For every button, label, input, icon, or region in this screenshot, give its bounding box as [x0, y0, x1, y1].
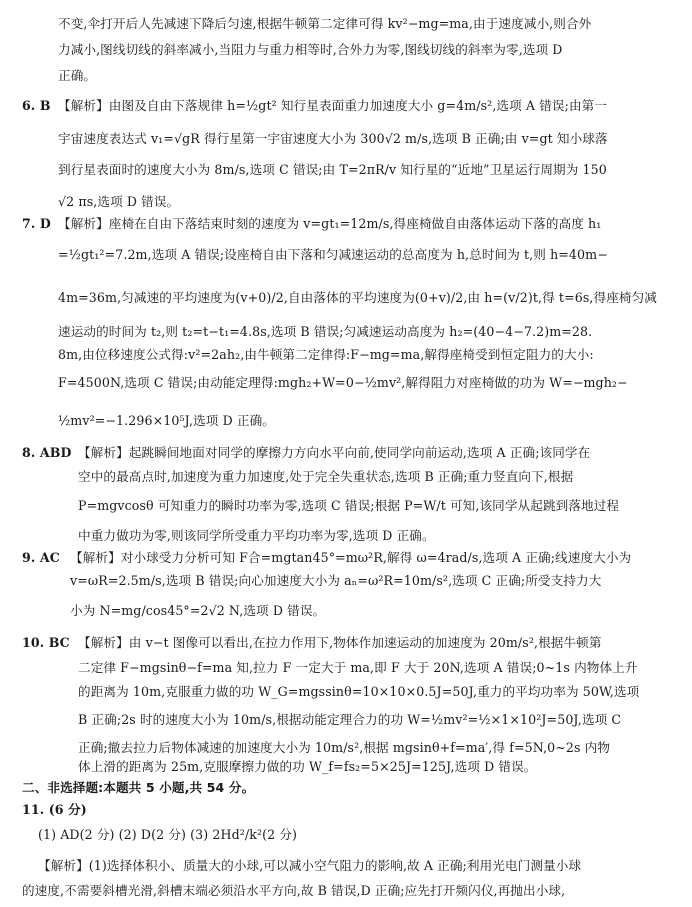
answer-line: (1) AD(2 分) (2) D(2 分) (3) 2Hd²/k²(2 分): [38, 827, 298, 842]
text-line: 【解析】由图及自由下落规律 h=½gt² 知行星表面重力加速度大小 g=4m/s²,选项 A 错误;由第一: [58, 98, 608, 113]
question-number: 6. B: [22, 98, 51, 113]
text-line: 力减小,图线切线的斜率减小,当阻力与重力相等时,合外力为零,图线切线的斜率为零,选项 D: [58, 42, 563, 57]
text-line: 【解析】由 v−t 图像可以看出,在拉力作用下,物体作加速运动的加速度为 20m/s²,根据牛顿第: [78, 635, 602, 650]
question-number: 7. D: [22, 216, 51, 231]
text-line: 的距离为 10m,克服重力做的功 W_G=mgssinθ=10×10×0.5J=50J,重力的平均功率为 50W,选项: [78, 684, 640, 699]
text-line: 小为 N=mg/cos45°=2√2 N,选项 D 错误。: [70, 603, 326, 618]
text-line: 【解析】对小球受力分析可知 F合=mgtan45°=mω²R,解得 ω=4rad/s,选项 A 正确;线速度大小为: [70, 550, 632, 565]
text-line: 正确。: [58, 68, 97, 83]
text-line: 正确;撤去拉力后物体减速的加速度大小为 10m/s²,根据 mgsinθ+f=ma′,得 f=5N,0~2s 内物: [78, 740, 611, 755]
text-line: B 正确;2s 时的速度大小为 10m/s,根据动能定理合力的功 W=½mv²=½×1×10²J=50J,选项 C: [78, 712, 622, 727]
text-line: 宇宙速度表达式 v₁=√gR 得行星第一宇宙速度大小为 300√2 m/s,选项 B 正确;由 v=gt 知小球落: [58, 131, 608, 146]
text-line: 【解析】起跳瞬间地面对同学的摩擦力方向水平向前,使同学向前运动,选项 A 正确;该同学在: [78, 445, 591, 460]
text-line: 8m,由位移速度公式得:v²=2ah₂,由牛顿第二定律得:F−mg=ma,解得座椅受到恒定阻力的大小:: [58, 347, 594, 362]
text-line: 空中的最高点时,加速度为重力加速度,处于完全失重状态,选项 B 正确;重力竖直向下,根据: [78, 469, 574, 484]
question-number: 10. BC: [22, 635, 70, 650]
text-line: v=ωR=2.5m/s,选项 B 错误;向心加速度大小为 aₙ=ω²R=10m/s²,选项 C 正确;所受支持力大: [70, 573, 602, 588]
text-line: 到行星表面时的速度大小为 8m/s,选项 C 错误;由 T=2πR/v 知行星的“近地”卫星运行周期为 150: [58, 162, 607, 177]
text-line: =½gt₁²=7.2m,选项 A 错误;设座椅自由下落和匀减速运动的总高度为 h,总时间为 t,则 h=40m−: [58, 247, 608, 262]
section-heading: 二、非选择题:本题共 5 小题,共 54 分。: [22, 780, 255, 795]
text-line: F=4500N,选项 C 错误;由动能定理得:mgh₂+W=0−½mv²,解得阻力对座椅做的功为 W=−mgh₂−: [58, 375, 628, 390]
text-line: √2 πs,选项 D 错误。: [58, 194, 180, 209]
text-line: ½mv²=−1.296×10⁵J,选项 D 正确。: [58, 413, 275, 428]
text-line: 体上滑的距离为 25m,克服摩擦力做的功 W_f=fs₂=5×25J=125J,选项 D 错误。: [78, 759, 537, 774]
text-line: 4m=36m,匀减速的平均速度为(v+0)/2,自由落体的平均速度为(0+v)/2,由 h=(v/2)t,得 t=6s,得座椅匀减: [58, 290, 657, 305]
text-line: 速运动的时间为 t₂,则 t₂=t−t₁=4.8s,选项 B 错误;匀减速运动高度为 h₂=(40−4−7.2)m=28.: [58, 324, 593, 339]
text-line: 的速度,不需要斜槽光滑,斜槽末端必须沿水平方向,故 B 错误,D 正确;应先打开频闪仪,再抛出小球,: [22, 883, 566, 898]
question-number: 11. (6 分): [22, 802, 87, 817]
text-line: 【解析】(1)选择体积小、质量大的小球,可以减小空气阻力的影响,故 A 正确;利用光电门测量小球: [38, 858, 582, 873]
text-line: 二定律 F−mgsinθ−f=ma 知,拉力 F 一定大于 ma,即 F 大于 20N,选项 A 错误;0~1s 内物体上升: [78, 660, 638, 675]
text-line: 不变,伞打开后人先减速下降后匀速,根据牛顿第二定律可得 kv²−mg=ma,由于速度减小,则合外: [58, 16, 592, 31]
text-line: 中重力做功为零,则该同学所受重力平均功率为零,选项 D 正确。: [78, 528, 435, 543]
text-line: P=mgvcosθ 可知重力的瞬时功率为零,选项 C 错误;根据 P=W/t 可知,该同学从起跳到落地过程: [78, 498, 620, 513]
question-number: 8. ABD: [22, 445, 72, 460]
text-line: 【解析】座椅在自由下落结束时刻的速度为 v=gt₁=12m/s,得座椅做自由落体运动下落的高度 h₁: [58, 216, 602, 231]
question-number: 9. AC: [22, 550, 60, 565]
